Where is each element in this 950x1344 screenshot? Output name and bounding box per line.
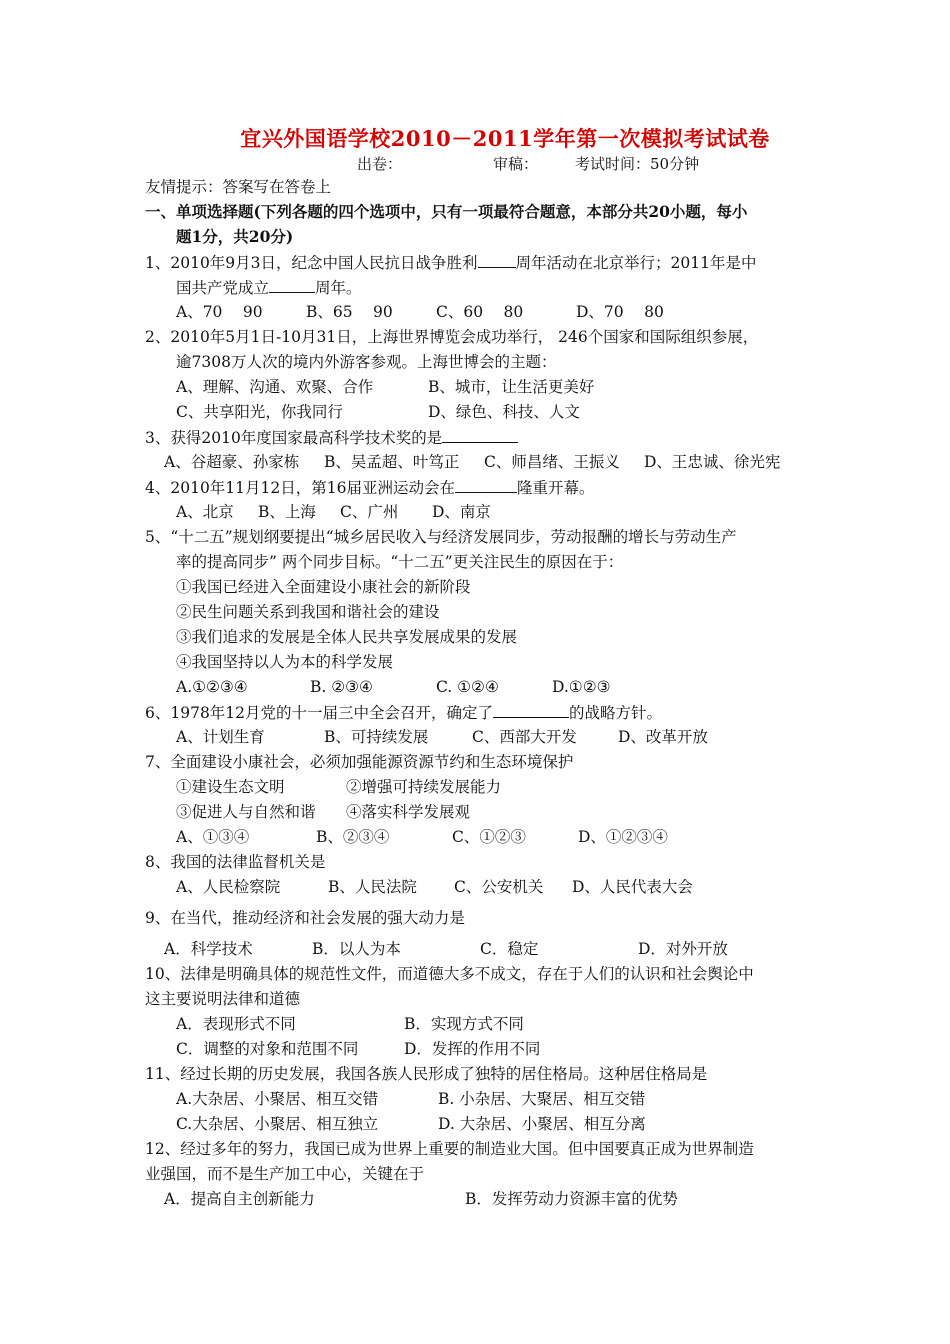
question-9-options: A．科学技术 B．以人为本 C．稳定 D．对外开放 bbox=[164, 940, 728, 958]
question-10-cont: 这主要说明法律和道德 bbox=[145, 990, 301, 1008]
question-4: 4、2010年11月12日，第16届亚洲运动会在 隆重开幕。 bbox=[145, 479, 595, 497]
question-5-options: A.①②③④ B. ②③④ C. ①②④ D.①②③ bbox=[176, 678, 611, 696]
question-5-item: ①我国已经进入全面建设小康社会的新阶段 bbox=[176, 578, 471, 596]
tip-text: 友情提示：答案写在答卷上 bbox=[145, 178, 332, 196]
question-12-cont: 业强国，而不是生产加工中心，关键在于 bbox=[145, 1165, 425, 1183]
exam-meta bbox=[357, 153, 699, 174]
question-7-options: A、①③④ B、②③④ C、①②③ D、①②③④ bbox=[176, 828, 668, 846]
author-label: 出卷： bbox=[357, 155, 403, 173]
answer-blank bbox=[442, 427, 518, 443]
answer-blank bbox=[455, 477, 517, 493]
question-12-options: A．提高自主创新能力 B．发挥劳动力资源丰富的优势 bbox=[164, 1190, 678, 1208]
question-8-options: A、人民检察院 B、人民法院 C、公安机关 D、人民代表大会 bbox=[176, 878, 693, 896]
question-7-items-row1: ①建设生态文明 ②增强可持续发展能力 bbox=[176, 778, 502, 796]
time-label: 考试时间：50分钟 bbox=[575, 155, 700, 173]
question-10-options-row2: C．调整的对象和范围不同 D．发挥的作用不同 bbox=[176, 1040, 541, 1058]
question-6-options: A、计划生育 B、可持续发展 C、西部大开发 D、改革开放 bbox=[176, 728, 708, 746]
answer-blank bbox=[493, 702, 569, 718]
question-5-cont: 率的提高同步” 两个同步目标。“十二五”更关注民生的原因在于： bbox=[176, 553, 624, 571]
question-7-items-row2: ③促进人与自然和谐 ④落实科学发展观 bbox=[176, 803, 471, 821]
question-9: 9、在当代，推动经济和社会发展的强大动力是 bbox=[145, 909, 465, 927]
question-10-options-row1: A．表现形式不同 B．实现方式不同 bbox=[176, 1015, 524, 1033]
question-6: 6、1978年12月党的十一届三中全会召开，确定了 的战略方针。 bbox=[145, 704, 663, 722]
question-2-options-row2: C、共享阳光，你我同行 D、绿色、科技、人文 bbox=[176, 403, 580, 421]
question-5: 5、“十二五”规划纲要提出“城乡居民收入与经济发展同步，劳动报酬的增长与劳动生产 bbox=[145, 528, 737, 546]
question-5-item: ③我们追求的发展是全体人民共享发展成果的发展 bbox=[176, 628, 518, 646]
question-11-options-row1: A.大杂居、小聚居、相互交错 B. 小杂居、大聚居、相互交错 bbox=[176, 1090, 646, 1108]
question-1: 1、2010年9月3日，纪念中国人民抗日战争胜利 周年活动在北京举行；2011年是中 bbox=[145, 254, 757, 272]
question-5-item: ④我国坚持以人为本的科学发展 bbox=[176, 653, 394, 671]
question-7: 7、全面建设小康社会，必须加强能源资源节约和生态环境保护 bbox=[145, 753, 574, 771]
reviewer-label: 审稿： bbox=[493, 155, 539, 173]
question-10: 10、法律是明确具体的规范性文件，而道德大多不成文，存在于人们的认识和社会舆论中 bbox=[145, 965, 754, 983]
question-2-options-row1: A、理解、沟通、欢聚、合作 B、城市，让生活更美好 bbox=[176, 378, 595, 396]
answer-blank bbox=[478, 252, 516, 268]
question-8: 8、我国的法律监督机关是 bbox=[145, 853, 326, 871]
section-heading-cont: 题1分，共20分) bbox=[176, 227, 294, 246]
question-4-options: A、北京 B、上海 C、广州 D、南京 bbox=[176, 503, 491, 521]
question-2-cont: 逾7308万人次的境内外游客参观。上海世博会的主题： bbox=[176, 353, 557, 371]
question-12: 12、经过多年的努力，我国已成为世界上重要的制造业大国。但中国要真正成为世界制造 bbox=[145, 1140, 754, 1158]
section-heading: 一、单项选择题(下列各题的四个选项中，只有一项最符合题意，本部分共20小题，每小 bbox=[145, 202, 748, 221]
question-2: 2、2010年5月1日-10月31日，上海世界博览会成功举行， 246个国家和国际组织参展， bbox=[145, 328, 759, 346]
answer-blank bbox=[269, 277, 315, 293]
question-1-cont: 国共产党成立 周年。 bbox=[176, 279, 362, 297]
question-5-item: ②民生问题关系到我国和谐社会的建设 bbox=[176, 603, 440, 621]
question-1-options: A、70 90 B、65 90 C、60 80 D、70 80 bbox=[176, 303, 664, 321]
question-3-options: A、谷超豪、孙家栋 B、吴孟超、叶笃正 C、师昌绪、王振义 D、王忠诚、徐光宪 bbox=[164, 453, 781, 471]
question-11-options-row2: C.大杂居、小聚居、相互独立 D. 大杂居、小聚居、相互分离 bbox=[176, 1115, 646, 1133]
exam-title: 宜兴外国语学校2010－2011学年第一次模拟考试试卷 bbox=[240, 126, 770, 151]
question-11: 11、经过长期的历史发展，我国各族人民形成了独特的居住格局。这种居住格局是 bbox=[145, 1065, 708, 1083]
question-3: 3、获得2010年度国家最高科学技术奖的是 bbox=[145, 427, 518, 448]
